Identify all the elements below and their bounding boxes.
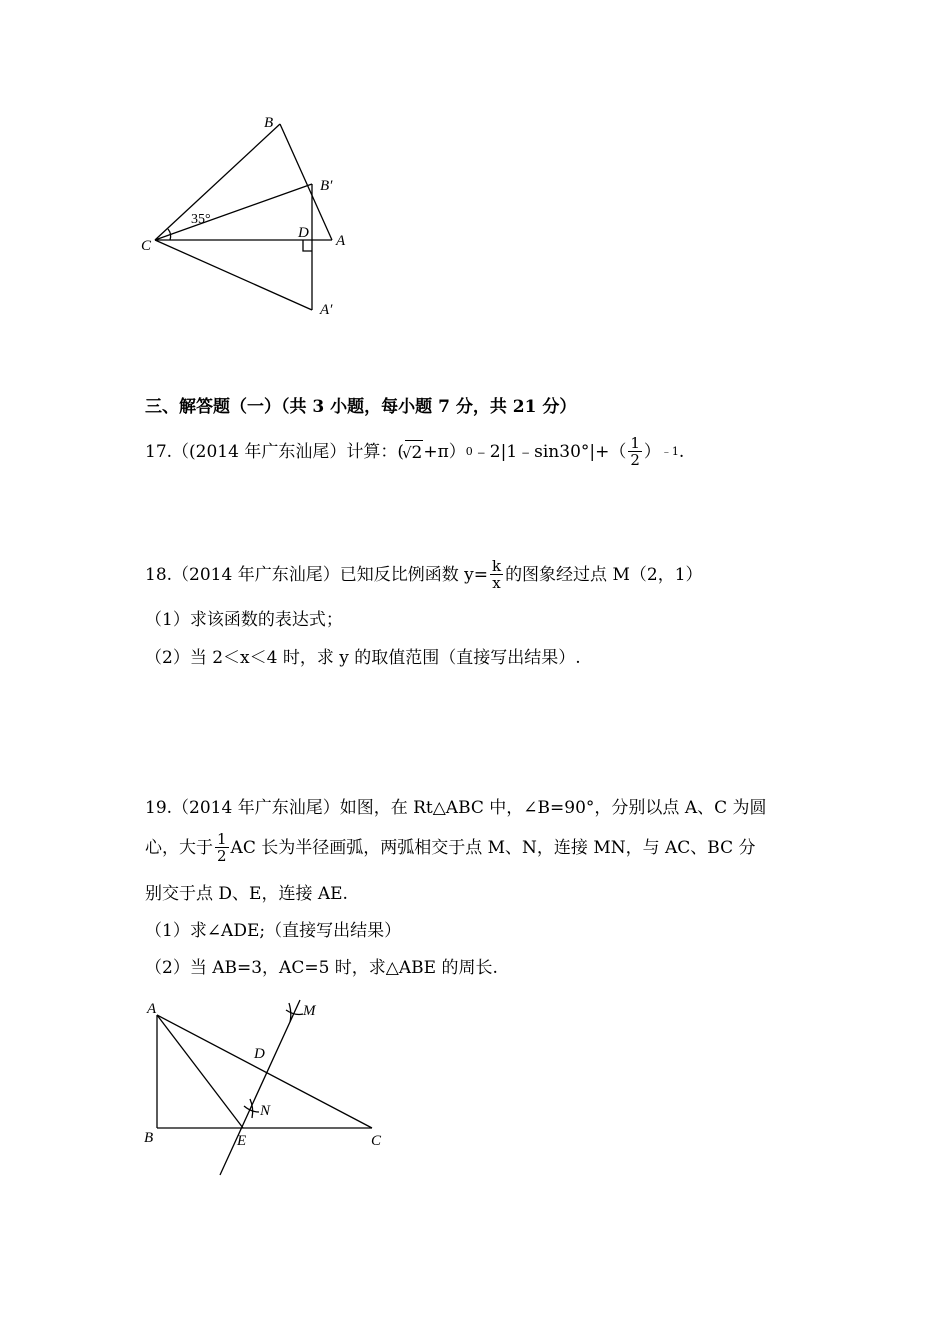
segment-CAprime — [155, 240, 312, 310]
figure-rotated-triangles — [130, 105, 370, 330]
section-heading: 三、解答题（一）（共 3 小题，每小题 7 分，共 21 分） — [145, 397, 577, 417]
q19-line3: 别交于点 D、E，连接 AE. — [145, 884, 348, 904]
segment-AE — [157, 1015, 243, 1128]
q18-part1: （1）求该函数的表达式； — [145, 610, 343, 630]
label-A2: A — [147, 1001, 157, 1017]
right-angle-mark — [303, 240, 312, 251]
q17-middle: ﹣2|1﹣sin30°|+（ — [472, 442, 627, 462]
q17-exp-0: 0 — [465, 445, 473, 458]
label-C: C — [141, 238, 152, 254]
q19-part1: （1）求∠ADE;（直接写出结果） — [145, 921, 402, 941]
question-18 — [145, 555, 703, 595]
label-B-prime: B′ — [320, 178, 333, 194]
label-D2: D — [254, 1046, 265, 1062]
label-N: N — [260, 1103, 271, 1119]
q18-tail: 的图象经过点 M（2，1） — [505, 565, 703, 585]
q17-after-sqrt: +π） — [423, 442, 466, 462]
q19-fraction: $\frac{1}{2}$ — [217, 830, 227, 865]
line-MN — [220, 1000, 300, 1175]
q18-lead: 18.（2014 年广东汕尾）已知反比例函数 y= — [145, 565, 488, 585]
segment-CB — [155, 124, 280, 240]
label-D: D — [298, 225, 309, 241]
label-A: A — [336, 233, 346, 249]
label-angle: 35° — [191, 212, 211, 227]
q19-line2-a: 心，大于 — [145, 838, 213, 858]
label-M: M — [303, 1003, 316, 1019]
question-17 — [145, 432, 684, 472]
q18-part2: （2）当 2＜x＜4 时，求 y 的取值范围（直接写出结果）. — [145, 648, 581, 668]
q18-fraction: $\frac{k}{x}$ — [491, 557, 502, 592]
q17-lead: 17.（(2014 年广东汕尾）计算：( — [145, 442, 404, 462]
figure-perpendicular-bisector — [135, 990, 395, 1185]
label-C2: C — [371, 1133, 382, 1149]
label-E: E — [237, 1133, 247, 1149]
label-B2: B — [144, 1130, 154, 1146]
q17-after-frac: ） — [643, 442, 661, 462]
q17-exp-neg1: ﹣1 — [660, 445, 679, 458]
q17-fraction: $\frac{1}{2}$ — [630, 434, 640, 469]
q19-part2: （2）当 AB=3，AC=5 时，求△ABE 的周长. — [145, 958, 498, 978]
label-A-prime: A′ — [320, 302, 333, 318]
q19-line2-b: AC 长为半径画弧，两弧相交于点 M、N，连接 MN，与 AC、BC 分 — [230, 838, 756, 858]
q19-line2 — [145, 828, 756, 868]
q17-end: . — [678, 442, 685, 462]
segment-CBprime — [155, 184, 312, 240]
q19-line1: 19.（2014 年广东汕尾）如图，在 Rt△ABC 中，∠B=90°，分别以点 A、C 为圆 — [145, 798, 767, 818]
q17-sqrt: √2 — [405, 440, 423, 465]
label-B: B — [264, 115, 274, 131]
